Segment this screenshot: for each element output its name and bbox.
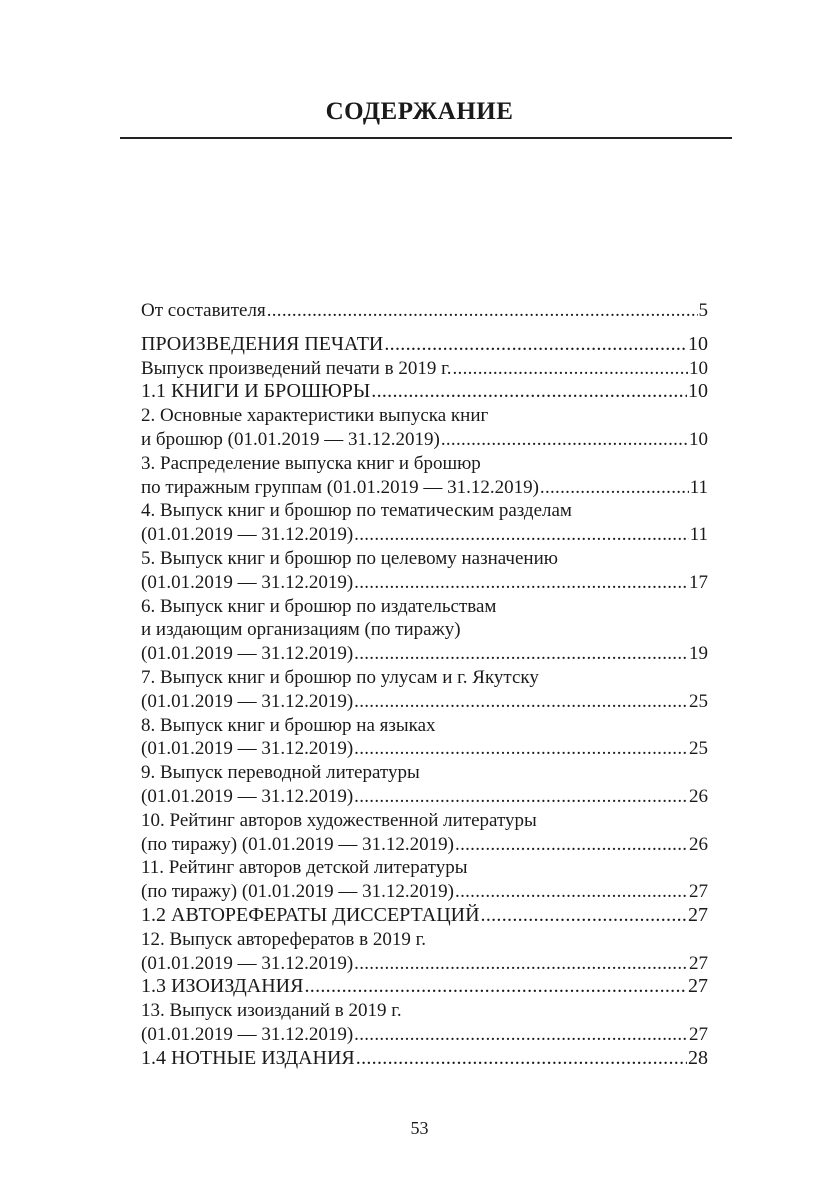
toc-entry-line [141,928,708,952]
toc-entry-text: 1.3 ИЗОИЗДАНИЯ [141,975,304,998]
toc-entry-line [141,595,708,619]
toc-entry-line [141,1023,708,1047]
toc-entry[interactable] [141,1047,708,1071]
toc-entry-line [141,714,708,738]
toc-entry[interactable] [141,975,708,999]
toc-entry-line [141,452,708,476]
toc-page-number: 11 [689,524,708,546]
dot-leader [540,476,689,500]
toc-entry[interactable] [141,299,708,323]
toc-entry-text: (01.01.2019 — 31.12.2019) [141,643,354,665]
dot-leader [371,380,687,404]
toc-entry-text: 1.4 НОТНЫЕ ИЗДАНИЯ [141,1046,355,1069]
toc-page-number: 10 [689,357,708,379]
toc-entry-text: 2. Основные характеристики выпуска книг [141,405,489,427]
toc-entry-text: (01.01.2019 — 31.12.2019) [141,785,354,807]
toc-entry-text: и брошюр (01.01.2019 — 31.12.2019) [141,428,440,450]
dot-leader [441,428,688,452]
toc-entry-line [141,737,708,761]
dot-leader [354,785,688,809]
toc-page-number: 25 [689,690,708,712]
toc-entry-line [141,404,708,428]
toc-entry-text: (01.01.2019 — 31.12.2019) [141,690,354,712]
dot-leader [384,333,687,357]
toc-entry-text: (01.01.2019 — 31.12.2019) [141,571,354,593]
toc-entry[interactable] [141,856,708,904]
toc-page-number: 28 [688,1046,708,1069]
toc-entry-line [141,380,708,404]
toc-page-number: 26 [689,833,708,855]
toc-entry-line [141,904,708,928]
toc-entry-text: 7. Выпуск книг и брошюр по улусам и г. Якутску [141,666,539,688]
dot-leader [354,952,688,976]
toc-entry-text: 1.1 КНИГИ И БРОШЮРЫ [141,380,371,403]
toc-page-number: 27 [688,975,708,998]
dot-leader [354,642,688,666]
toc-page-number: 26 [689,785,708,807]
toc-entry[interactable] [141,904,708,928]
toc-page-number: 10 [688,332,708,355]
toc-entry-text: От составителя [141,300,266,321]
toc-entry[interactable] [141,999,708,1047]
dot-leader [354,690,688,714]
toc-entry-line [141,809,708,833]
toc-entry-line [141,785,708,809]
toc-entry-line [141,618,708,642]
toc-entry-line [141,333,708,357]
toc-entry-line [141,428,708,452]
toc-entry-text: 9. Выпуск переводной литературы [141,762,420,784]
toc-page-number: 19 [689,643,708,665]
toc-entry-text: (01.01.2019 — 31.12.2019) [141,524,354,546]
toc-entry-line [141,856,708,880]
toc-entry-text: (по тиражу) (01.01.2019 — 31.12.2019) [141,881,455,903]
toc-page-number: 27 [689,952,708,974]
toc-page-number: 27 [688,903,708,926]
toc-entry[interactable] [141,761,708,809]
dot-leader [354,737,688,761]
toc-entry-line [141,642,708,666]
toc-entry-line [141,547,708,571]
dot-leader [481,904,687,928]
toc-entry-line [141,499,708,523]
toc-entry-line [141,761,708,785]
toc-entry-text: 3. Распределение выпуска книг и брошюр [141,452,481,474]
toc-entry[interactable] [141,499,708,547]
toc-entry-text: 11. Рейтинг авторов детской литературы [141,857,468,879]
dot-leader [354,571,688,595]
toc-entry[interactable] [141,595,708,666]
toc-entry-text: (01.01.2019 — 31.12.2019) [141,952,354,974]
page-title: СОДЕРЖАНИЕ [325,98,514,125]
toc-entry-text: 8. Выпуск книг и брошюр на языках [141,714,436,736]
toc-entry-line [141,880,708,904]
toc-entry-text: 13. Выпуск изоизданий в 2019 г. [141,1000,402,1022]
toc-entry-text: Выпуск произведений печати в 2019 г. [141,357,452,379]
toc-entry-line [141,476,708,500]
toc-page-number: 10 [688,380,708,403]
title-rule [120,137,732,139]
toc-entry-text: по тиражным группам (01.01.2019 — 31.12.2019) [141,476,539,498]
toc-entry-line [141,299,708,323]
toc-page-number: 25 [689,738,708,760]
toc-entry-line [141,975,708,999]
page-number: 53 [410,1118,429,1138]
toc-page-number: 17 [689,571,708,593]
toc-entry[interactable] [141,714,708,762]
toc-page-number: 5 [698,300,708,321]
toc-entry[interactable] [141,547,708,595]
toc-entry-text: 6. Выпуск книг и брошюр по издательствам [141,595,497,617]
toc-entry-text: и издающим организациям (по тиражу) [141,619,461,641]
dot-leader [304,975,687,999]
toc-entry-line [141,833,708,857]
toc-entry-line [141,690,708,714]
toc-entry-text: 1.2 АВТОРЕФЕРАТЫ ДИССЕРТАЦИЙ [141,903,480,926]
dot-leader [452,357,688,381]
dot-leader [354,1023,688,1047]
toc-entry-line [141,357,708,381]
dot-leader [455,833,688,857]
toc-entry[interactable] [141,452,708,500]
dot-leader [267,299,698,323]
toc-entry-text: 5. Выпуск книг и брошюр по целевому назначению [141,547,558,569]
toc-page-number: 27 [689,881,708,903]
toc-page-number: 10 [689,428,708,450]
dot-leader [455,880,688,904]
toc-entry-text: (01.01.2019 — 31.12.2019) [141,738,354,760]
toc-entry-text: 10. Рейтинг авторов художественной литературы [141,809,537,831]
toc-page-number: 11 [689,476,708,498]
toc-entry[interactable] [141,404,708,452]
toc-entry-line [141,571,708,595]
dot-leader [356,1047,687,1071]
toc-entry-line [141,952,708,976]
toc-entry-text: (по тиражу) (01.01.2019 — 31.12.2019) [141,833,455,855]
toc-entry[interactable] [141,928,708,976]
toc-entry-line [141,1047,708,1071]
toc-entry-line [141,666,708,690]
toc-entry-text: 12. Выпуск авторефератов в 2019 г. [141,928,426,950]
toc-entry-text: (01.01.2019 — 31.12.2019) [141,1023,354,1045]
table-of-contents [141,299,708,1071]
toc-entry-text: ПРОИЗВЕДЕНИЯ ПЕЧАТИ [141,332,384,355]
toc-entry[interactable] [141,333,708,357]
toc-entry-line [141,999,708,1023]
toc-entry-line [141,523,708,547]
toc-entry[interactable] [141,380,708,404]
dot-leader [354,523,689,547]
toc-entry[interactable] [141,809,708,857]
toc-page-number: 27 [689,1023,708,1045]
toc-entry[interactable] [141,357,708,381]
toc-entry[interactable] [141,666,708,714]
toc-entry-text: 4. Выпуск книг и брошюр по тематическим разделам [141,500,572,522]
